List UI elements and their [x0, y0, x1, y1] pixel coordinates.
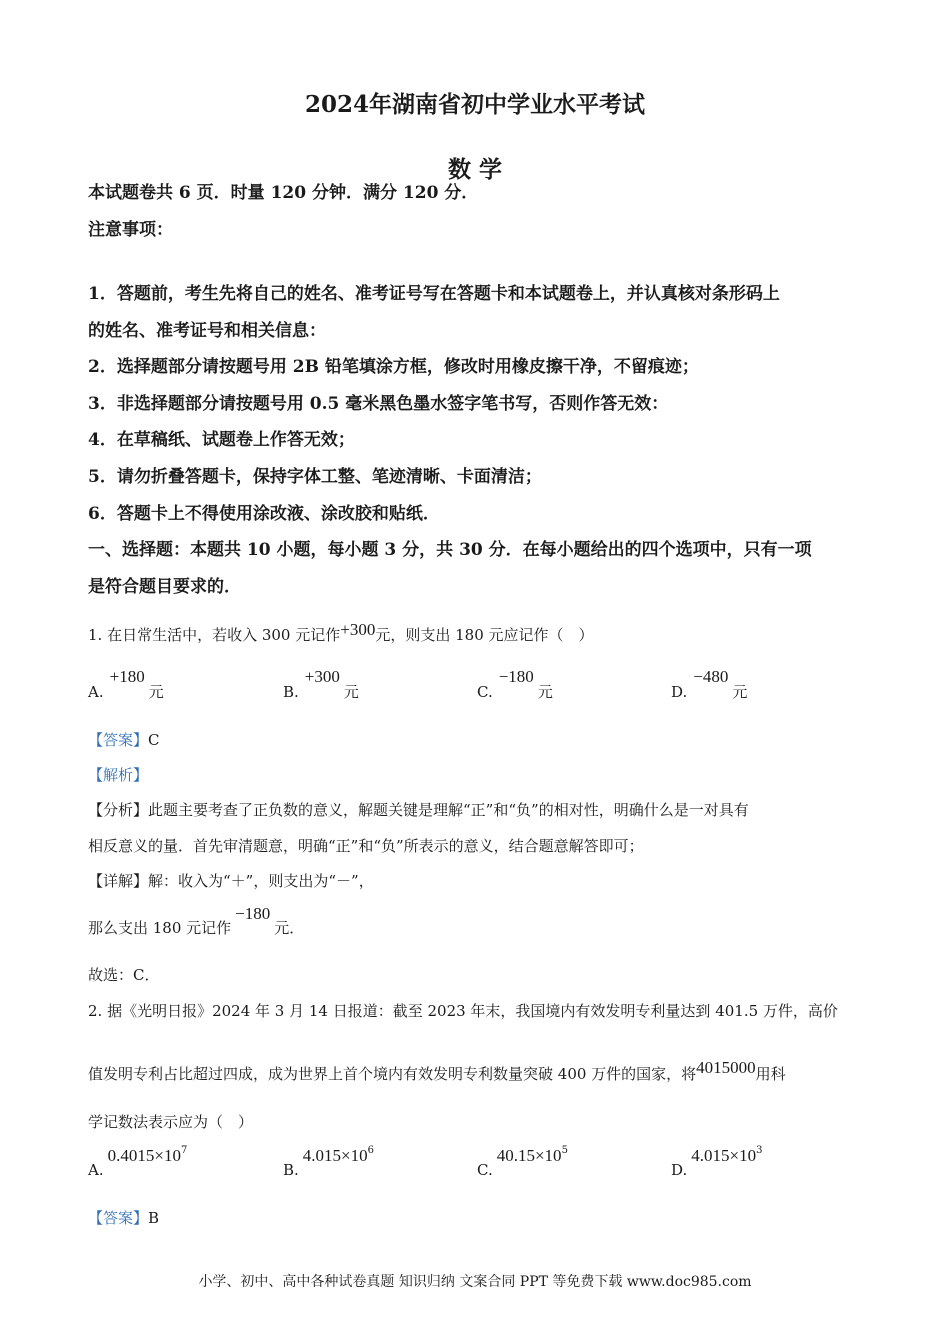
- exam-title: 2024年湖南省初中学业水平考试: [304, 91, 645, 118]
- section-heading-cont: 是符合题目要求的．: [88, 577, 241, 597]
- subject-title: 数 学: [447, 156, 502, 183]
- math-expression: 4015000: [696, 1058, 756, 1077]
- math-expression: −180: [235, 904, 271, 923]
- analysis-line-cont: 相反意义的量．首先审清题意，明确“正”和“负”所表示的意义，结合题意解答即可；: [88, 837, 644, 855]
- detail-line-2: 那么支出 180 元记作−180元．: [88, 904, 305, 937]
- option-c: $C.40.15\times 10^5$: [477, 1145, 568, 1179]
- option-a: $A.0.4015\times 10^7$: [88, 1145, 188, 1179]
- analysis-tag: 【解析】: [88, 766, 149, 784]
- option-d: $D.4.015\times 10^3$: [671, 1145, 763, 1179]
- question-2-stem: 2. 据《光明日报》2024 年 3 月 14 日报道：截至 2023 年末，我国境内有效发明专利量达到 401.5 万件，高价: [88, 1002, 838, 1020]
- notice-item: 4．在草稿纸、试题卷上作答无效；: [88, 430, 355, 450]
- option-a: A.+180元: [88, 667, 164, 701]
- choose-line: 故选：C．: [88, 966, 160, 984]
- notice-item: 2．选择题部分请按题号用 2B 铅笔填涂方框，修改时用橡皮擦干净，不留痕迹；: [88, 357, 699, 377]
- detail-line: 【详解】解：收入为“＋”，则支出为“－”，: [88, 872, 374, 890]
- answer-value: B: [148, 1209, 160, 1227]
- exam-intro: 本试题卷共 6 页．时量 120 分钟．满分 120 分．: [88, 183, 479, 203]
- question-1-stem: 1. 在日常生活中，若收入 300 元记作+300元，则支出 180 元应记作（ ）: [88, 620, 594, 644]
- answer-value: C: [148, 731, 160, 749]
- notice-item: 1．答题前，考生先将自己的姓名、准考证号写在答题卡和本试题卷上，并认真核对条形码上: [88, 284, 780, 304]
- option-d: D.−480元: [671, 667, 748, 701]
- page-footer: 小学、初中、高中各种试卷真题 知识归纳 文案合同 PPT 等免费下载 www.doc985.com: [198, 1274, 752, 1290]
- math-expression: +300: [340, 620, 376, 639]
- section-heading: 一、选择题：本题共 10 小题，每小题 3 分，共 30 分．在每小题给出的四个选项中，只有一项: [88, 540, 812, 560]
- option-b: $B.4.015\times 10^6$: [283, 1145, 375, 1179]
- notice-heading: 注意事项：: [88, 220, 173, 240]
- notice-item: 5．请勿折叠答题卡，保持字体工整、笔迹清晰、卡面清洁；: [88, 467, 542, 487]
- answer-tag: 【答案】: [88, 1209, 149, 1227]
- notice-item: 6．答题卡上不得使用涂改液、涂改胶和贴纸．: [88, 504, 440, 524]
- answer-line: [88, 729, 160, 750]
- answer-line: [88, 1207, 159, 1228]
- notice-item: 的姓名、准考证号和相关信息：: [88, 321, 326, 341]
- option-b: B.+300元: [283, 667, 359, 701]
- analysis-line: 【分析】此题主要考查了正负数的意义，解题关键是理解“正”和“负”的相对性，明确什么是一对具有: [88, 801, 749, 819]
- notice-item: 3．非选择题部分请按题号用 0.5 毫米黑色墨水签字笔书写，否则作答无效：: [88, 394, 669, 414]
- question-2-stem-end: 学记数法表示应为（ ）: [88, 1113, 254, 1131]
- option-c: C.−180元: [477, 667, 553, 701]
- question-2-stem-cont: 值发明专利占比超过四成，成为世界上首个境内有效发明专利数量突破 400 万件的国家，将4015000用科: [88, 1058, 786, 1083]
- answer-tag: 【答案】: [88, 731, 149, 749]
